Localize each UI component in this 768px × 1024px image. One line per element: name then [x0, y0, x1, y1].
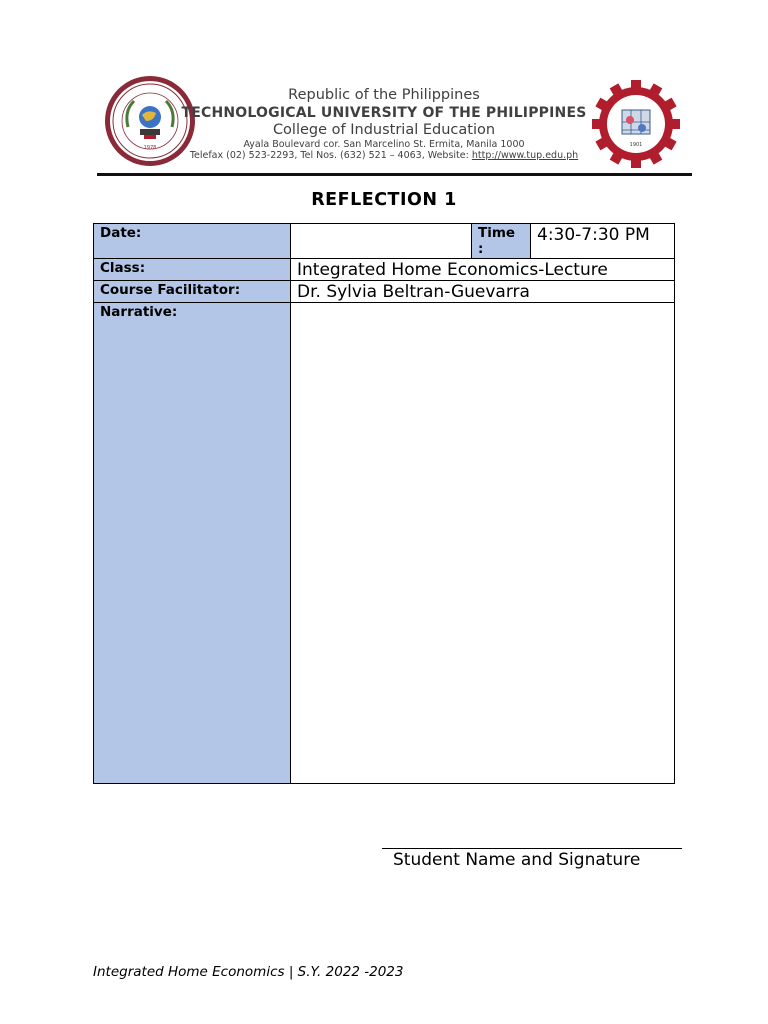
time-field[interactable]: 4:30-7:30 PM	[530, 223, 675, 259]
header-divider	[97, 173, 692, 176]
header-republic: Republic of the Philippines	[288, 87, 480, 103]
header-contact	[0, 150, 768, 161]
narrative-field[interactable]	[290, 302, 675, 784]
header-contact-text: Telefax (02) 523-2293, Tel Nos. (632) 521 – 4063, Website:	[189, 150, 469, 161]
left-seal-year: 1978	[143, 145, 157, 151]
facilitator-label: Course Facilitator:	[93, 280, 291, 303]
page-footer: Integrated Home Economics | S.Y. 2022 -2023	[93, 964, 404, 980]
class-field[interactable]: Integrated Home Economics-Lecture	[290, 258, 675, 281]
signature-label: Student Name and Signature	[393, 850, 641, 870]
date-label: Date:	[93, 223, 291, 259]
website-link[interactable]: http://www.tup.edu.ph	[471, 150, 579, 161]
header-address: Ayala Boulevard cor. San Marcelino St. Ermita, Manila 1000	[243, 139, 525, 150]
right-seal-year: 1901	[629, 142, 643, 148]
narrative-label: Narrative:	[93, 302, 291, 784]
page-title: REFLECTION 1	[311, 190, 457, 210]
time-label: Time :	[471, 223, 531, 259]
reflection-form	[93, 223, 675, 784]
facilitator-field[interactable]: Dr. Sylvia Beltran-Guevarra	[290, 280, 675, 303]
header-university-name: TECHNOLOGICAL UNIVERSITY OF THE PHILIPPINES	[181, 105, 587, 121]
header-college-name: College of Industrial Education	[272, 122, 496, 138]
date-field[interactable]	[290, 223, 472, 259]
class-label: Class:	[93, 258, 291, 281]
signature-line	[382, 848, 682, 849]
